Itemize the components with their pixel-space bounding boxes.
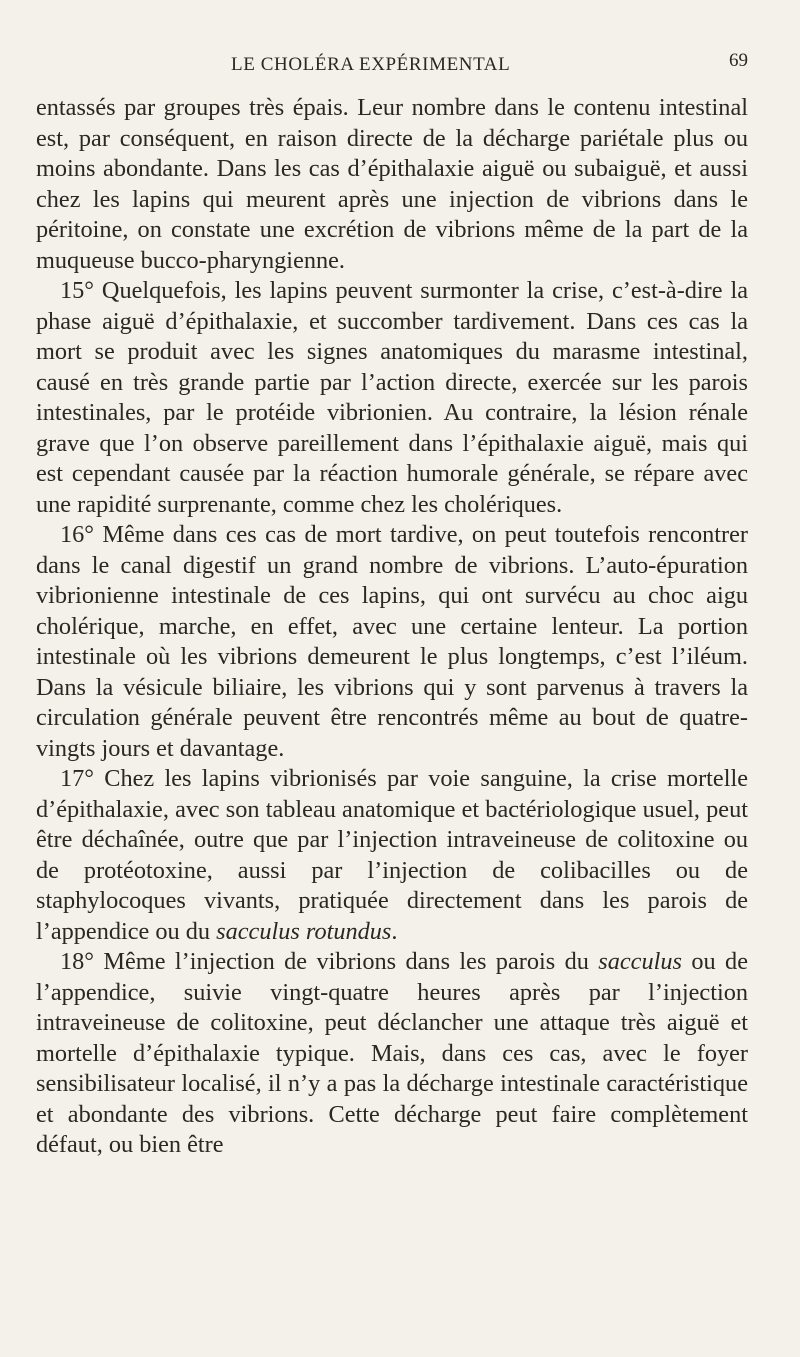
running-title: LE CHOLÉRA EXPÉRIMENTAL [231,54,511,75]
paragraph-17 [36,764,748,947]
paragraph-18-text: ou de l’appendice, suivie vingt-quatre heures après par l’injection intraveineuse de colitoxine, peut déclancher une attaque très aiguë et mortelle d’épithalaxie typique. Mais, dans ces cas, avec le foyer sensibilisateur localisé, il n’y a pas la décharge intestinale caractéristique et abondante des vibrions. Cette décharge peut faire complètement défaut, ou bien être [36,948,748,1158]
paragraph-continuation: entassés par groupes très épais. Leur nombre dans le contenu intestinal est, par conséquent, en raison directe de la décharge pariétale plus ou moins abondante. Dans les cas d’épithalaxie aiguë ou subaiguë, et aussi chez les lapins qui meurent après une injection de vibrions dans le péritoine, on constate une excrétion de vibrions même de la part de la muqueuse bucco-pharyngienne. [36,94,748,274]
body-text [36,93,748,1161]
paragraph-17-text: 17° Chez les lapins vibrionisés par voie sanguine, la crise mortelle d’épithalaxie, avec son tableau anatomique et bactériologique usuel, peut être déchaînée, outre que par l’injection intraveineuse de colitoxine ou de protéotoxine, aussi par l’injection de colibacilles ou de staphylocoques vivants, pratiquée directement dans les parois de l’appendice ou du [36,765,748,945]
paragraph-18-start: 18° Même l’injection de vibrions dans les parois du [60,948,599,975]
paragraph-16: 16° Même dans ces cas de mort tardive, on peut toutefois rencontrer dans le canal digestif un grand nombre de vibrions. L’auto-épuration vibrionienne intestinale de ces lapins, qui ont survécu au choc aigu cholérique, marche, en effet, avec une certaine lenteur. La portion intestinale où les vibrions demeurent le plus longtemps, c’est l’iléum. Dans la vésicule biliaire, les vibrions qui y sont parvenus à travers la circulation générale peuvent être rencontrés même au bout de quatre-vingts jours et davantage. [36,521,748,762]
paragraph-18-italic-term: sacculus [598,948,682,975]
paragraph-17-italic-term: sacculus rotundus [216,917,392,945]
paragraph-18 [36,947,748,1161]
running-head [36,50,748,80]
paragraph-15: 15° Quelquefois, les lapins peuvent surmonter la crise, c’est-à-dire la phase aiguë d’épithalaxie, et succomber tardivement. Dans ces cas la mort se produit avec les signes anatomiques du marasme intestinal, causé en très grande partie par l’action directe, exercée sur les parois intestinales, par le protéide vibrionien. Au contraire, la lésion rénale grave que l’on observe pareillement dans l’épithalaxie aiguë, mais qui est cependant causée par la réaction humorale générale, se répare avec une rapidité surprenante, comme chez les cholériques. [36,277,748,518]
page-number: 69 [729,50,748,71]
paragraph-17-end: . [391,917,398,945]
